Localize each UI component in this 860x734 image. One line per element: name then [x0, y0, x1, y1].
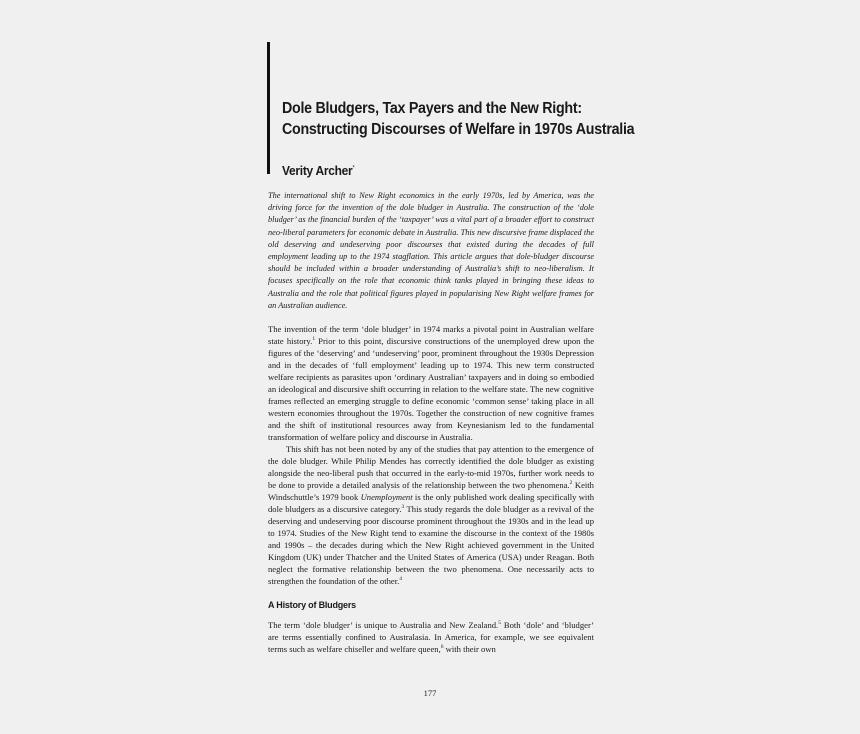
article-title: [282, 98, 668, 140]
paragraph-2-text-c: is the only published work dealing specifically with dole bludgers as a discursive category.: [268, 492, 594, 514]
footnote-ref-2[interactable]: 2: [569, 480, 573, 487]
paragraph-1-text-b: Prior to this point, discursive constructions of the unemployed drew upon the figures of the ‘deserving’ and ‘undeserving’ poor, prominent throughout the 1930s Depression and in the decades of ‘full employment’ leading up to 1974. This new term constructed welfare recipients as parasites upon ‘ordinary Australian’ taxpayers and in doing so embodied an ideological and discursive shift occurring in relation to the welfare state. The new cognitive frames reflected an emerging struggle to define economic ‘common sense’ taking place in all western economies throughout the 1970s. Together the construction of new cognitive frames and the shift of institutional resources away from Keynesianism led to the fundamental transformation of welfare policy and discourse in Australia.: [268, 336, 595, 442]
article-body: [268, 323, 594, 655]
footnote-ref-3[interactable]: 3: [401, 504, 405, 511]
paragraph-2-text-a: This shift has not been noted by any of the studies that pay attention to the emergence of the dole bludger. While Philip Mendes has correctly identified the dole bludger as existing alongside the neo-liberal push that occurred in the early-to-mid 1970s, further work needs to be done to provide a detailed analysis of the relationship between the two phenomena.: [268, 444, 594, 490]
author-footnote-mark: *: [352, 165, 355, 172]
paragraph-3-text-c: with their own: [443, 644, 496, 654]
footnote-ref-1[interactable]: 1: [312, 336, 316, 343]
paragraph-2-text-d: This study regards the dole bludger as a revival of the deserving and undeserving poor discourse prominent throughout the 1930s and in the lead up to 1974. Studies of the New Right tend to examine the discourse in the context of the 1980s and 1990s – the decades during which the New Right achieved government in the United Kingdom (UK) under Thatcher and the United States of America (USA) under Reagan. Both neglect the formative relationship between the two phenomena. One necessarily acts to strengthen the foundation of the other.: [268, 504, 594, 586]
paragraph-3: [268, 619, 594, 655]
footnote-ref-6[interactable]: 6: [440, 644, 444, 651]
section-heading: A History of Bludgers: [268, 600, 356, 610]
abstract: The international shift to New Right economics in the early 1970s, led by America, was the driving force for the invention of the dole bludger in Australia. The construction of the ‘dole bludger’ as the financial burden of the ‘taxpayer’ was a vital part of a broader effort to construct neo-liberal parameters for economic debate in Australia. This new discursive frame displaced the old deserving and undeserving poor discourses that existed during the decades of full employment leading up to the 1974 stagflation. This article argues that dole-bludger discourse should be included within a broader understanding of Australia’s shift to neo-liberalism. It focuses specifically on the role that economic think tanks played in bringing these ideas to Australia and the role that political figures played in popularising New Right welfare frames for an Australian audience.: [268, 191, 594, 310]
footnote-ref-5[interactable]: 5: [498, 620, 501, 627]
paragraph-3-text-b: Both ‘dole’ and ‘bludger’ are terms essentially confined to Australasia. In America, for example, we see equivalent terms such as welfare chiseller and welfare queen,: [268, 620, 594, 654]
title-rule: [267, 42, 270, 174]
title-line-2: Constructing Discourses of Welfare in 1970s Australia: [282, 121, 635, 138]
page-number: 177: [423, 688, 437, 698]
footnote-ref-4[interactable]: 4: [399, 576, 403, 583]
author-name: [282, 163, 354, 178]
paragraph-2: [268, 443, 594, 587]
paragraph-1: [268, 323, 594, 443]
paragraph-2-text-b: Keith Windschuttle’s 1979 book: [268, 480, 594, 502]
paragraph-1-text-a: The invention of the term ‘dole bludger’ in 1974 marks a pivotal point in Australian welfare state history.: [268, 324, 594, 346]
author-text: Verity Archer: [282, 163, 353, 178]
book-title: Unemployment: [360, 492, 413, 502]
title-line-1: Dole Bludgers, Tax Payers and the New Right:: [282, 100, 582, 117]
paragraph-3-text-a: The term ‘dole bludger’ is unique to Australia and New Zealand.: [268, 620, 499, 630]
